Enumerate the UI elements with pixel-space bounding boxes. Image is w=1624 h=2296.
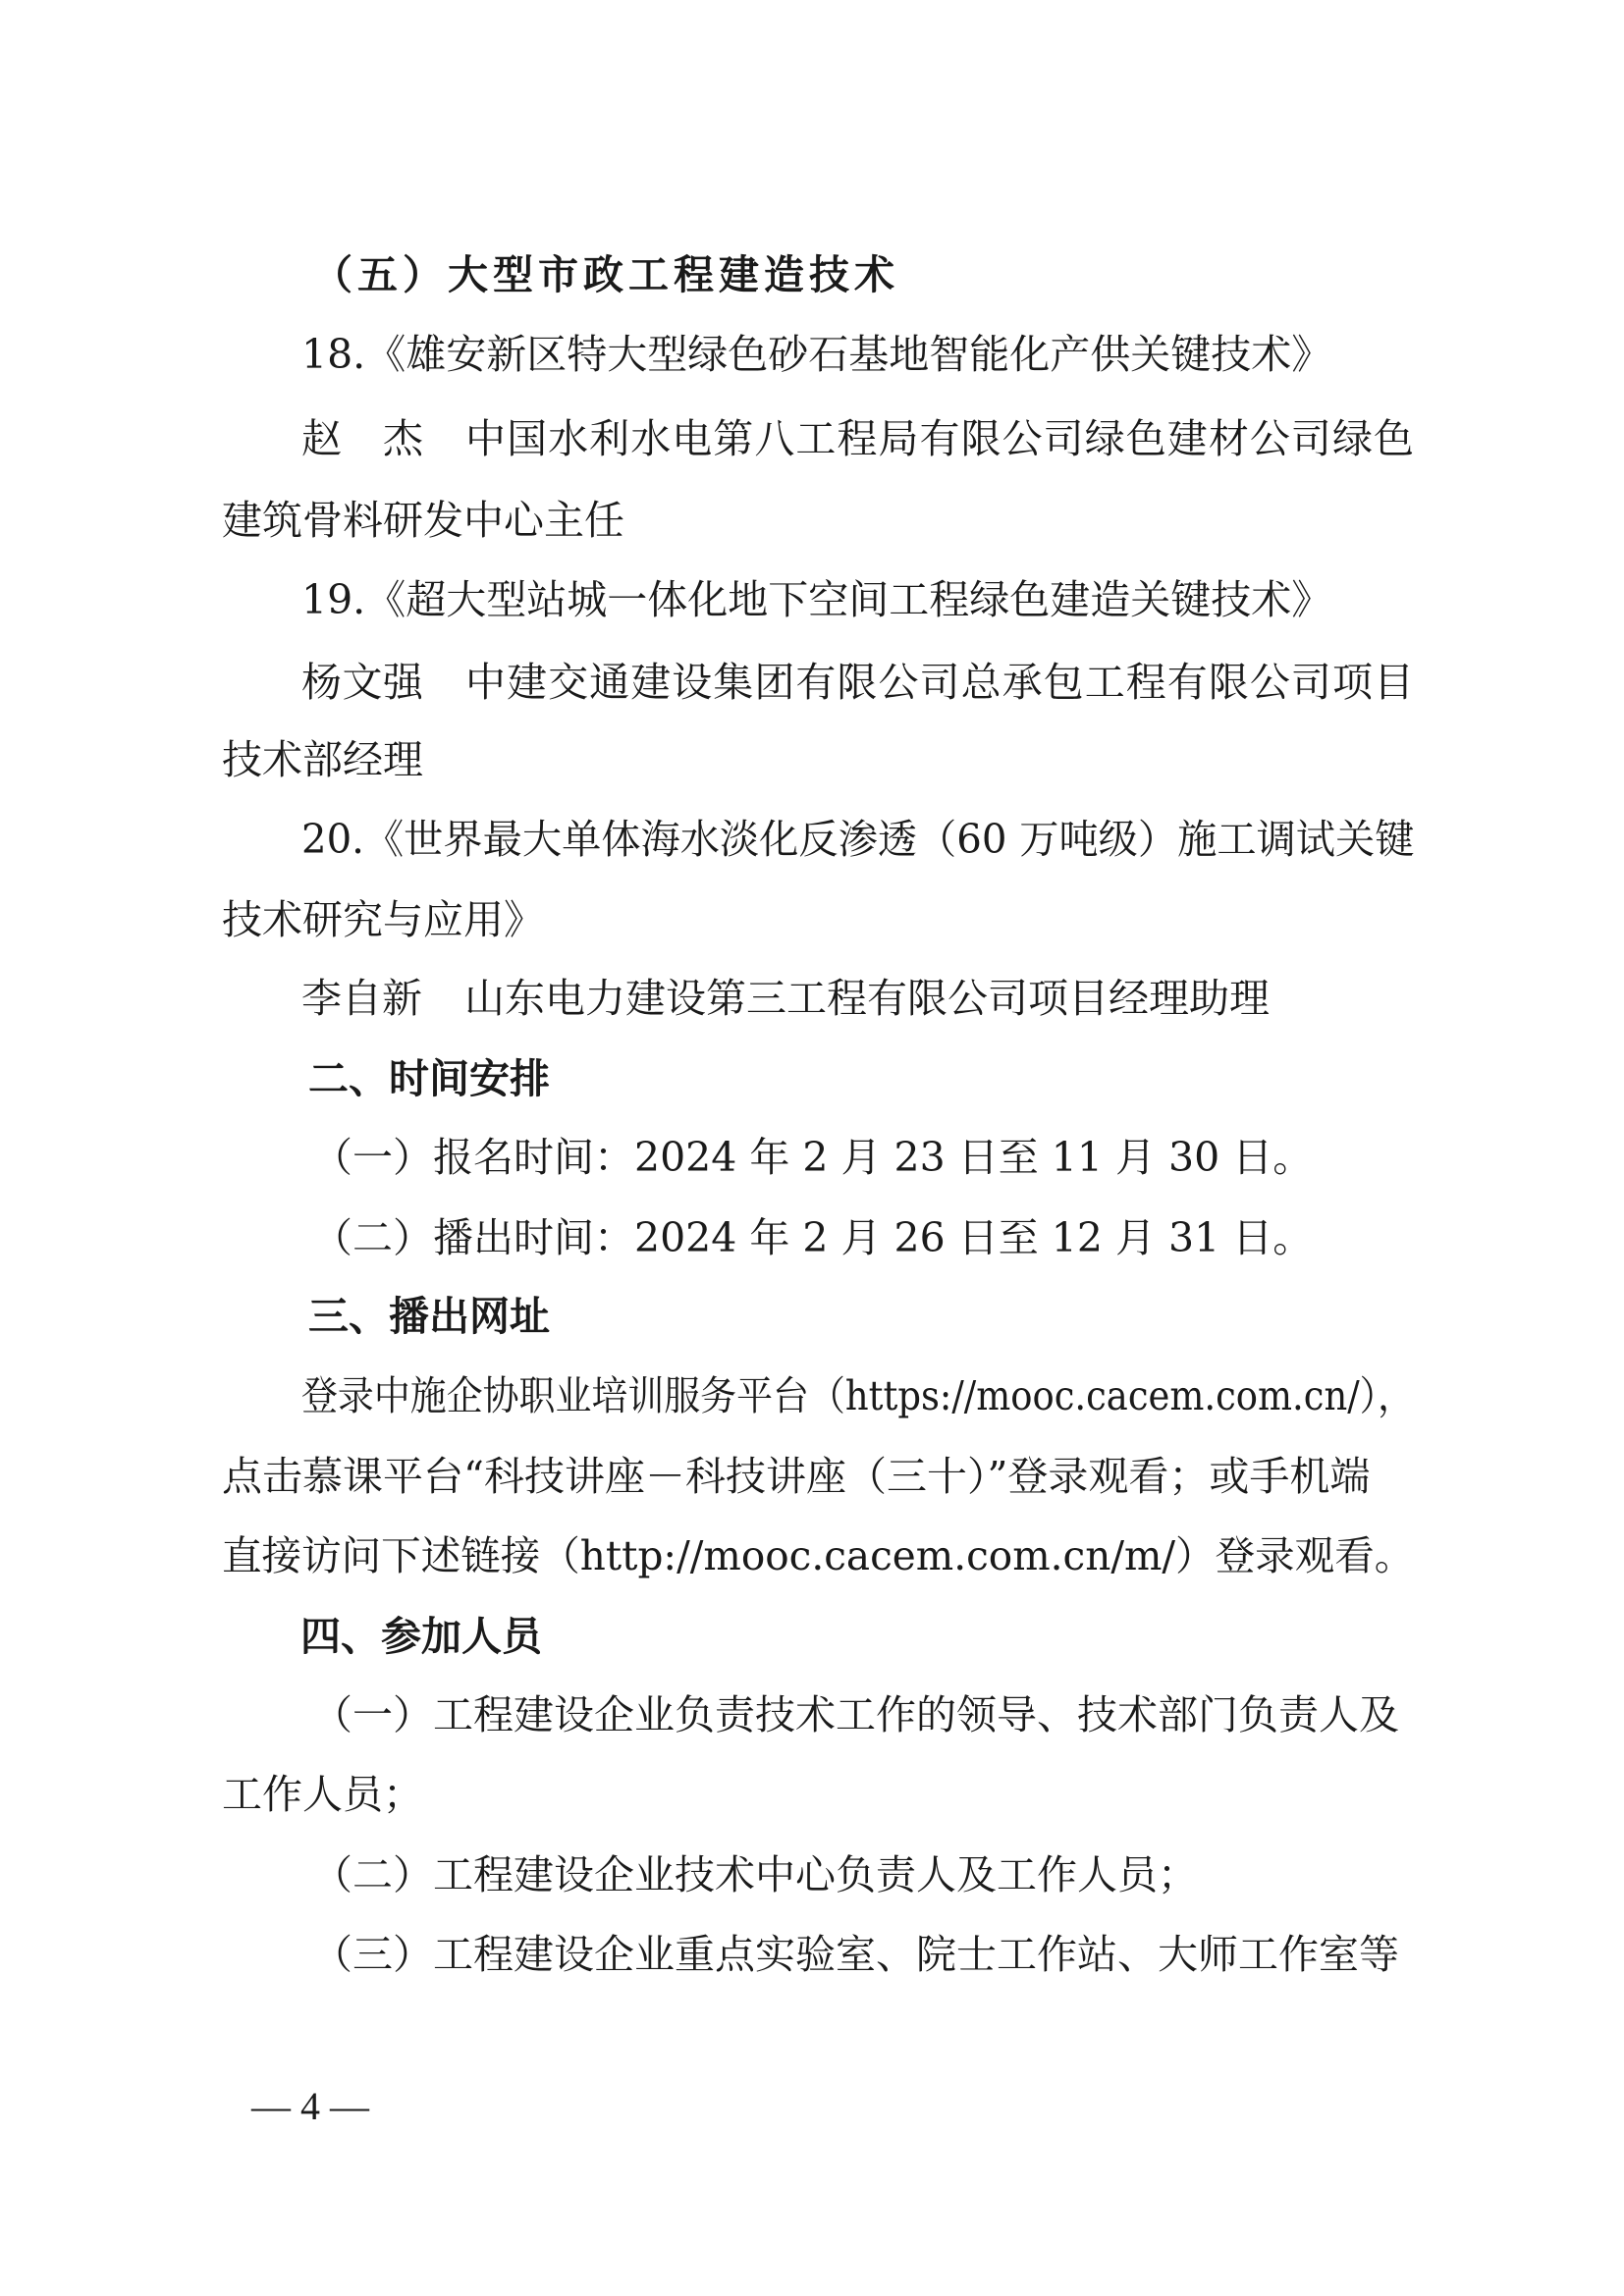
section3-paragraph-line2: 点击慕课平台“科技讲座－科技讲座（三十）”登录观看；或手机端 xyxy=(222,1453,1371,1500)
section3-paragraph-line1: 登录中施企协职业培训服务平台（https://mooc.cacem.com.cn/）， xyxy=(301,1372,1415,1419)
item18-affiliation-line2: 建筑骨料研发中心主任 xyxy=(222,497,624,544)
section5-heading: （五）大型市政工程建造技术 xyxy=(312,251,899,298)
item19-affiliation-line2: 技术部经理 xyxy=(222,736,423,783)
participants-item1-line1: （一）工程建设企业负责技术工作的领导、技术部门负责人及 xyxy=(312,1691,1399,1738)
item20-title-line2: 技术研究与应用》 xyxy=(222,896,544,943)
section3-heading: 三、播出网址 xyxy=(308,1293,550,1340)
page-number: — 4 — xyxy=(251,2084,369,2128)
item20-presenter-name: 李自新 xyxy=(301,975,422,1022)
section3-paragraph-line3: 直接访问下述链接（http://mooc.cacem.com.cn/m/）登录观看。 xyxy=(222,1532,1415,1579)
item19-presenter xyxy=(222,656,1414,709)
item19-affiliation-line1: 中建交通建设集团有限公司总承包工程有限公司项目 xyxy=(464,659,1414,706)
broadcast-time: （二）播出时间：2024 年 2 月 26 日至 12 月 31 日。 xyxy=(312,1214,1314,1261)
item18-title: 18.《雄安新区特大型绿色砂石基地智能化产供关键技术》 xyxy=(301,331,1332,378)
section2-heading: 二、时间安排 xyxy=(308,1055,550,1102)
registration-time: （一）报名时间：2024 年 2 月 23 日至 11 月 30 日。 xyxy=(312,1134,1314,1181)
item20-presenter xyxy=(301,972,1270,1025)
item19-presenter-name: 杨文强 xyxy=(301,659,423,706)
item20-title-line1: 20.《世界最大单体海水淡化反渗透（60 万吨级）施工调试关键 xyxy=(301,816,1415,863)
item19-title: 19.《超大型站城一体化地下空间工程绿色建造关键技术》 xyxy=(301,576,1332,623)
participants-item3: （三）工程建设企业重点实验室、院士工作站、大师工作室等 xyxy=(312,1931,1399,1978)
item18-presenter xyxy=(222,412,1414,465)
participants-item2: （二）工程建设企业技术中心负责人及工作人员； xyxy=(312,1851,1198,1898)
item18-presenter-name: 赵 杰 xyxy=(301,415,423,462)
item20-affiliation: 山东电力建设第三工程有限公司项目经理助理 xyxy=(464,975,1270,1022)
participants-item1-line2: 工作人员； xyxy=(222,1771,423,1818)
item18-affiliation-line1: 中国水利水电第八工程局有限公司绿色建材公司绿色 xyxy=(464,415,1414,462)
section4-heading: 四、参加人员 xyxy=(300,1613,542,1660)
